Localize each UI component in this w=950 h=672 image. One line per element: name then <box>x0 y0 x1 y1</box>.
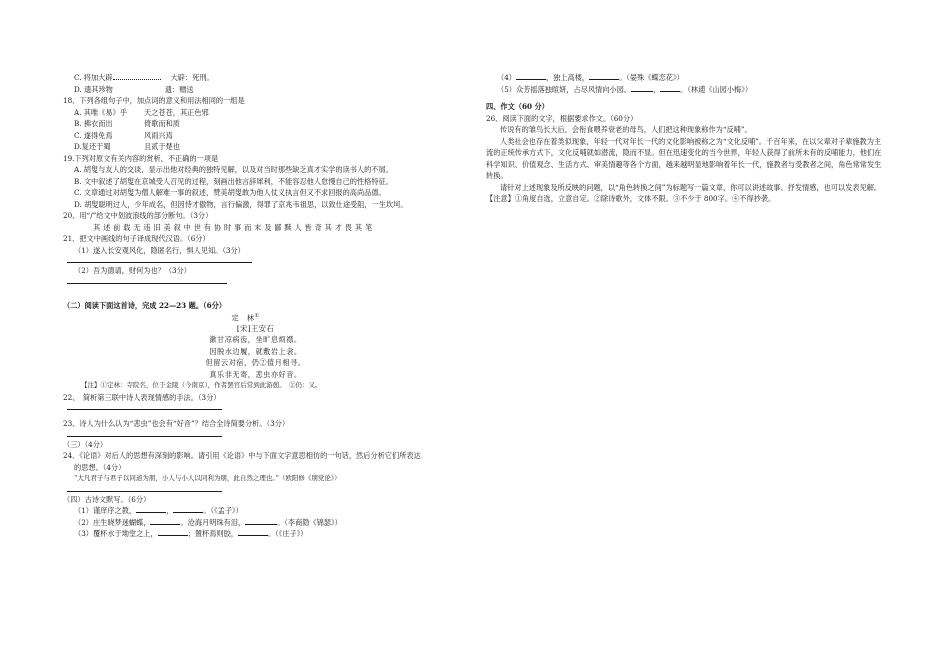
poem-line: 但留云对宿，仍②值月相寻。 <box>205 358 306 367</box>
poem-title <box>63 311 448 323</box>
essay-prompt-p3: 请针对上述现象及所反映的问题，以“角色转换之间”为标题写一篇文章，你可以讲述故事、抒发情感，也可以发表见解。 <box>500 182 882 192</box>
recite-text: 。（林逋《山园小梅》） <box>680 84 753 94</box>
recite-4 <box>486 72 886 84</box>
q18-option-d <box>63 141 448 153</box>
recite-text: 。沧海月明珠有泪， <box>180 517 246 527</box>
option-d-left: D.复还于蜀 <box>74 142 111 151</box>
essay-section-heading: 四、作文（60 分） <box>486 102 549 111</box>
fill-blank[interactable] <box>660 84 680 92</box>
option-c-gloss: 大辟：死刑。 <box>170 73 214 82</box>
q21-sentence-1: （1）遂入长安观风化，隐匿名行，惧人见知。（3分） <box>74 245 245 255</box>
recite-text: ， <box>166 506 174 515</box>
option-d-text: D. 遗其珍物 <box>74 84 113 94</box>
q19-option-d: D. 胡叟聪明过人，少年成名，但因恃才傲物，言行偏激，得罪了京兆韦祖思，以致仕途受阻，一生坎坷。 <box>74 199 408 209</box>
fill-blank[interactable] <box>589 72 619 80</box>
right-column <box>486 72 886 205</box>
poem-line: 因脱水边履，就敷岩上衾。 <box>209 346 302 356</box>
essay-prompt-p2: 人类社会也存在着类似现象，年轻一代对年长一代的文化影响被称之为“文化反哺”。千百年来，在以父辈对子辈施教为主流的正统传承方式下，文化反哺就如潜流，隐而不显。但在迅速变化的当今世界，年轻人获得了前所未有的反哺能力，他们在科学知识、价值观念、生活方式、审美情趣等各个方面，越来越明显地影响着年长一代，施教者与受教者之间，角色常常发生转换。 <box>486 136 882 180</box>
fill-blank[interactable] <box>631 84 653 92</box>
poem-title-text: 定 林 <box>231 313 255 323</box>
recite-2 <box>63 517 448 529</box>
essay-note: 【注意】①角度自选，立意自定。②除诗歌外，文体不限。③不少于 800字。④不得抄袭。 <box>486 194 776 203</box>
q18-stem: 18、下列各组句子中，加点词的意义和用法相同的一组是 <box>63 96 245 105</box>
q21-stem: 21、把文中画线的句子译成现代汉语。（6分） <box>63 234 210 243</box>
answer-line[interactable] <box>63 485 448 494</box>
answer-line[interactable] <box>63 256 448 265</box>
answer-line[interactable] <box>63 403 448 412</box>
q26-stem: 26、阅读下面的文字，根据要求作文。（60分） <box>486 113 638 123</box>
fill-blank[interactable] <box>158 528 188 536</box>
recite-text: （4） <box>497 73 516 82</box>
recite-1 <box>63 505 448 517</box>
fill-blank[interactable] <box>245 517 277 525</box>
poem-line: 真乐非无寄，悲虫亦好音。 <box>209 369 302 379</box>
recite-3 <box>63 528 448 540</box>
recite-text: （5）众芳摇落独暄妍，占尽风情向小园。 <box>497 84 631 94</box>
fill-blank[interactable] <box>173 505 203 513</box>
fill-blank[interactable] <box>150 517 180 525</box>
recite-5 <box>486 84 886 96</box>
recite-text: （1）谨庠序之教， <box>74 506 137 515</box>
q24-stem-line1: 24、《论语》对后人的思想有深刻的影响。请引用《论语》中与下面文字意思相仿的一句话，然后分析它们所表达 <box>63 451 421 460</box>
q19-option-c: C. 文章通过对胡叟为僧人解难一事的叙述，赞美胡叟敢为他人仗义执言但又不求回报的高尚品德。 <box>74 188 386 197</box>
q18-option-b <box>63 118 448 130</box>
answer-line[interactable] <box>63 277 448 286</box>
q22-stem: 22、 简析第三联中诗人表现情感的手法。（3分） <box>63 392 221 402</box>
option-a-left: A. 其唯《易》乎 <box>74 107 127 117</box>
option-d-right: 且贰于楚也 <box>144 142 180 151</box>
section-2-heading: （二）阅读下面这首诗，完成 22—23 题。（6分） <box>63 300 226 310</box>
q19-option-b: B. 文中叙述了胡叟在京城受人召见的过程，刻画出他言辞犀利，不能容忍他人怠慢自己的性格特征。 <box>74 176 393 186</box>
option-d-gloss: 遗：赠送 <box>164 84 194 94</box>
answer-line[interactable] <box>63 430 448 439</box>
q20-text: 其 述 前 载 无 违 旧 美 叙 中 世 有 协 时 事 而 末 及 鄙 黩 人 皆 奇 其 才 畏 其 笔 <box>93 222 373 232</box>
recite-text: ；置杯焉则胶， <box>187 529 238 538</box>
q23-stem: 23、诗人为什么认为“悲虫”也会有“好音”？结合全诗简要分析。（3分） <box>63 419 290 428</box>
recite-text: ，独上高楼， <box>545 73 590 82</box>
recite-text: 。（《庄子》） <box>267 529 308 538</box>
option-c-right: 风雨兴焉 <box>144 130 173 140</box>
left-column <box>63 72 448 540</box>
recite-text: 。（晏殊《蝶恋花》） <box>619 73 684 82</box>
fill-blank[interactable] <box>238 528 268 536</box>
fill-blank[interactable] <box>516 72 546 80</box>
q24-stem-line2: 的思想。（4分） <box>74 462 126 472</box>
q19-stem: 19.下列对原文有关内容的赏析，不正确的一项是 <box>63 153 219 163</box>
recite-text: （2）庄生晓梦迷蝴蝶， <box>74 517 151 527</box>
poem-author: [宋]王安石 <box>236 323 275 333</box>
q17-option-c <box>63 72 448 84</box>
essay-prompt-p1: 传说有的雏鸟长大后，会衔食喂养衰老的母鸟，人们把这种现象称作为“反哺”。 <box>500 125 752 134</box>
q24-quote: “大凡君子与君子以同道为朋，小人与小人以同利为朋，此自然之理也。”（欧阳修《朋党论》） <box>74 474 341 482</box>
option-a-right: 天之苍苍，其正色邪 <box>144 107 209 117</box>
q18-option-c <box>63 130 448 142</box>
q17-option-d <box>63 84 448 96</box>
poem-note: 【注】①定林：寺院名，位于金陵（今南京），作者罢官后常到此游憩。 ②仍：又。 <box>81 381 322 389</box>
dotted-blank <box>113 72 161 80</box>
poem-note-mark: ① <box>254 313 260 319</box>
section-3-heading: （三）（4分） <box>63 439 108 449</box>
q21-sentence-2: （2）吾为德请，财何为也？（3分） <box>74 266 191 275</box>
recite-text: 。（《孟子》） <box>203 506 243 515</box>
poem-line: 漱甘凉病齿，坐旷息烦襟。 <box>209 335 302 344</box>
q19-option-a: A. 胡叟与友人的交谈，显示出他对经典的独特见解，以及对当时那些缺乏真才实学的读书人的不屑。 <box>74 165 393 174</box>
recite-text: 。（李商隐《锦瑟》） <box>277 517 342 527</box>
fill-blank[interactable] <box>136 505 166 513</box>
q20-stem: 20、用“/”给文中划波浪线的部分断句。（3分） <box>63 211 213 220</box>
option-c-text: C. 将加大辟 <box>74 73 113 82</box>
recite-text: ， <box>652 84 661 94</box>
option-b-left: B. 拂衣而出 <box>74 119 113 128</box>
section-4-heading: （四）古诗文默写。（6分） <box>63 494 151 504</box>
q18-option-a <box>63 107 448 119</box>
recite-text: （3）覆杯水于坳堂之上， <box>74 529 158 538</box>
option-c-left: C. 遂得免焉 <box>74 130 113 140</box>
option-b-right: 倚歌而和质 <box>144 119 180 128</box>
